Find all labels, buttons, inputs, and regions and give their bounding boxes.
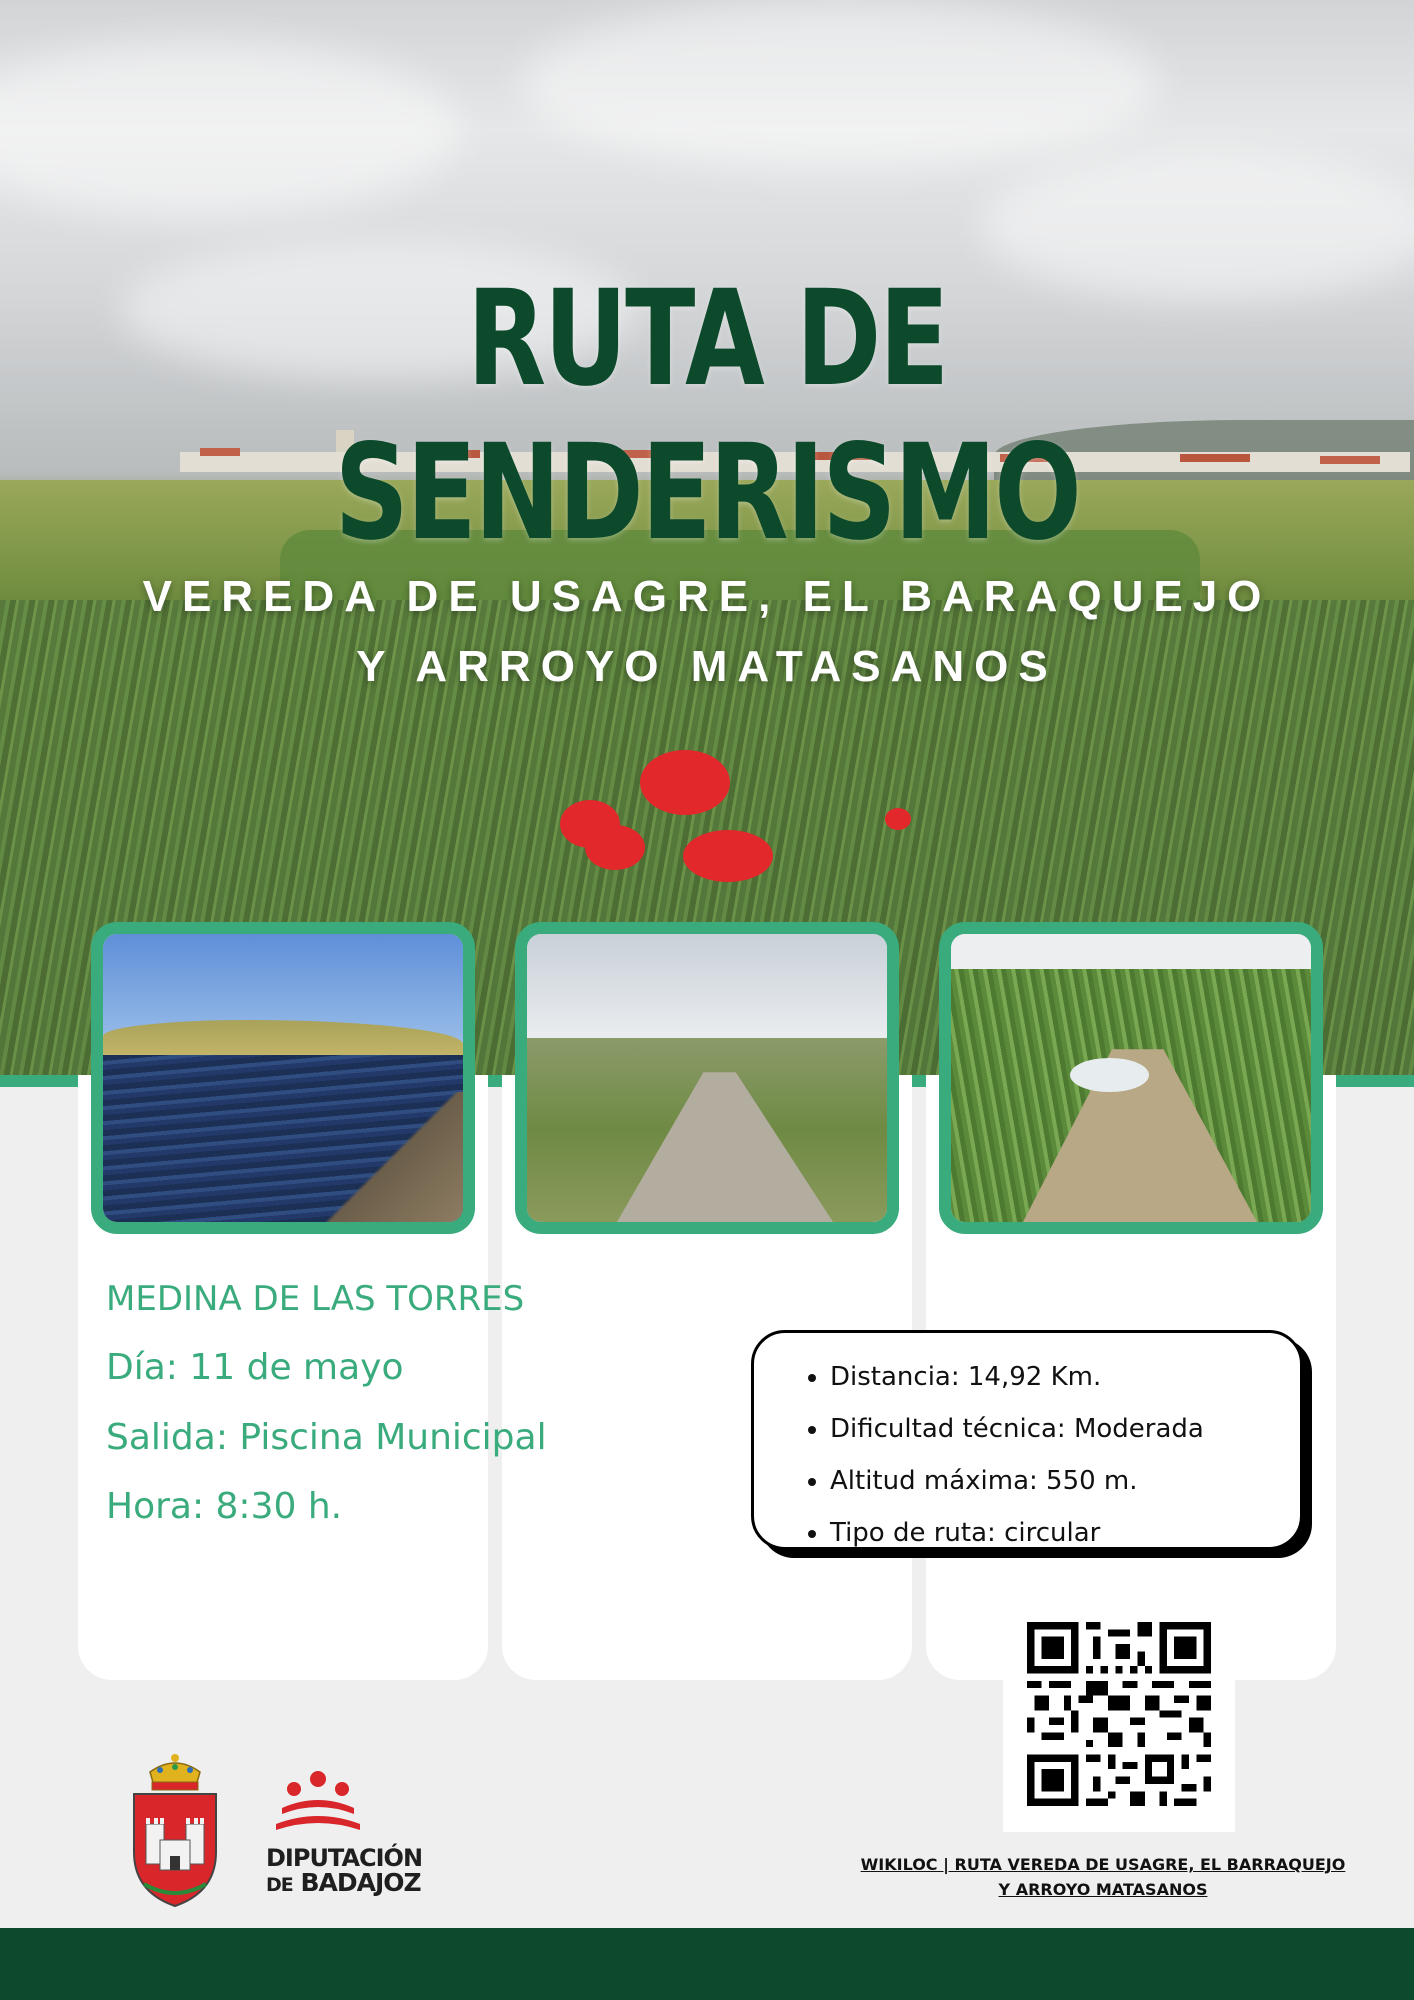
poppy-flower [640, 750, 730, 815]
start-time: Hora: 8:30 h. [106, 1486, 343, 1527]
town-name: MEDINA DE LAS TORRES [106, 1279, 525, 1319]
detail-difficulty: • Dificultad técnica: Moderada [830, 1403, 1280, 1455]
detail-route-type: • Tipo de ruta: circular [830, 1507, 1280, 1559]
footer-bar [0, 1928, 1414, 2000]
coat-of-arms-logo [130, 1752, 220, 1912]
dirt-road-photo [515, 922, 899, 1234]
page-title: RUTA DE SENDERISMO [334, 262, 1080, 570]
route-subtitle-line1: VEREDA DE USAGRE, EL BARAQUEJO [142, 572, 1272, 621]
diputacion-province: DE BADAJOZ [266, 1868, 421, 1897]
reservoir-photo [91, 922, 475, 1234]
departure-point: Salida: Piscina Municipal [106, 1417, 547, 1458]
stream-path-photo [939, 922, 1323, 1234]
detail-distance: • Distancia: 14,92 Km. [830, 1351, 1280, 1403]
route-details-box [751, 1330, 1303, 1550]
wikiloc-link-line1[interactable]: WIKILOC | RUTA VEREDA DE USAGRE, EL BARRAQUEJO [860, 1855, 1346, 1874]
diputacion-name: DIPUTACIÓN [266, 1844, 423, 1872]
poppy-flower [683, 830, 773, 882]
detail-max-altitude: • Altitud máxima: 550 m. [830, 1455, 1280, 1507]
route-subtitle-line2: Y ARROYO MATASANOS [356, 642, 1058, 691]
wikiloc-qr-code[interactable] [1003, 1600, 1235, 1832]
event-date: Día: 11 de mayo [106, 1347, 404, 1388]
wikiloc-link-line2[interactable]: Y ARROYO MATASANOS [998, 1880, 1208, 1899]
diputacion-badajoz-logo [268, 1770, 368, 1842]
